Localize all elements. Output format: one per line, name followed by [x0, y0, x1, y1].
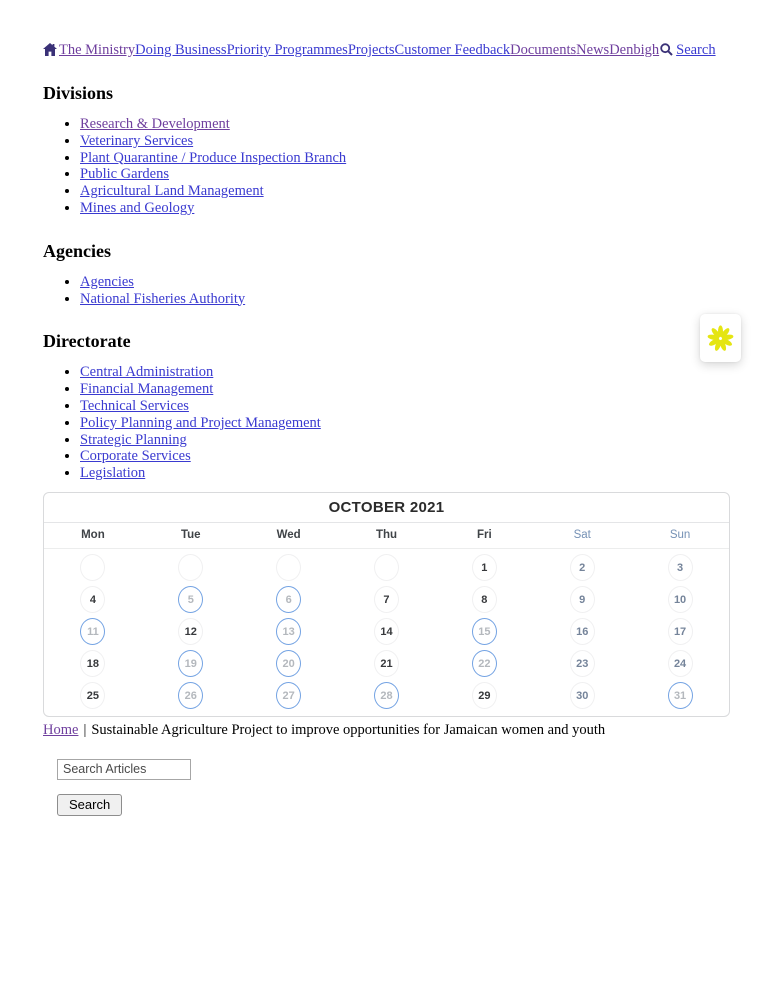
list-item — [80, 381, 730, 398]
link-policy-planning-and-project-management[interactable]: Policy Planning and Project Management — [80, 414, 321, 431]
section-divisions — [43, 83, 730, 217]
calendar-empty-cell — [80, 554, 105, 581]
calendar-day-7: 7 — [374, 586, 399, 613]
list-item — [80, 116, 730, 133]
nav-link-documents[interactable]: Documents — [510, 42, 577, 58]
nav-link-doing-business[interactable]: Doing Business — [135, 42, 227, 58]
link-mines-and-geology[interactable]: Mines and Geology — [80, 199, 195, 216]
calendar-day-30: 30 — [570, 682, 595, 709]
link-corporate-services[interactable]: Corporate Services — [80, 448, 191, 465]
sections — [43, 83, 730, 482]
link-list-divisions — [43, 116, 730, 217]
calendar-day-22[interactable]: 22 — [472, 650, 497, 677]
calendar-cell — [435, 584, 533, 616]
link-list-agencies — [43, 274, 730, 308]
calendar-day-4: 4 — [80, 586, 105, 613]
calendar-cell — [44, 648, 142, 680]
calendar-day-15[interactable]: 15 — [472, 618, 497, 645]
calendar-empty-cell — [178, 554, 203, 581]
link-agricultural-land-management[interactable]: Agricultural Land Management — [80, 183, 264, 200]
calendar-cell — [44, 584, 142, 616]
accessibility-widget[interactable] — [700, 314, 741, 362]
list-item — [80, 183, 730, 200]
section-agencies — [43, 241, 730, 308]
calendar-cell — [435, 552, 533, 584]
calendar-empty-cell — [276, 554, 301, 581]
day-header-sat: Sat — [573, 529, 591, 542]
calendar-day-18: 18 — [80, 650, 105, 677]
section-directorate — [43, 331, 730, 482]
link-list-directorate — [43, 364, 730, 482]
day-header-thu: Thu — [375, 529, 398, 542]
calendar-day-1: 1 — [472, 554, 497, 581]
list-item — [80, 200, 730, 217]
calendar-cell — [338, 616, 436, 648]
calendar-cell — [631, 584, 729, 616]
nav-links — [59, 42, 659, 58]
link-research-development[interactable]: Research & Development — [80, 116, 230, 132]
link-plant-quarantine-produce-inspection-branch[interactable]: Plant Quarantine / Produce Inspection Branch — [80, 149, 347, 166]
list-item — [80, 415, 730, 432]
day-header-tue: Tue — [180, 529, 201, 542]
calendar-day-14: 14 — [374, 618, 399, 645]
list-item — [80, 398, 730, 415]
list-item — [80, 448, 730, 465]
calendar-cell — [631, 552, 729, 584]
calendar-cell — [435, 648, 533, 680]
nav-link-the-ministry[interactable]: The Ministry — [59, 42, 136, 58]
calendar-cell — [240, 552, 338, 584]
calendar-cell — [631, 680, 729, 712]
calendar-cell — [142, 648, 240, 680]
nav-link-customer-feedback[interactable]: Customer Feedback — [394, 42, 511, 58]
link-strategic-planning[interactable]: Strategic Planning — [80, 431, 187, 448]
link-national-fisheries-authority[interactable]: National Fisheries Authority — [80, 290, 246, 307]
calendar-day-21: 21 — [374, 650, 399, 677]
breadcrumb-text: Sustainable Agriculture Project to improve opportunities for Jamaican women and youth — [91, 721, 606, 738]
home-link[interactable]: Home — [43, 721, 79, 738]
calendar-cell — [533, 552, 631, 584]
article-search-button[interactable]: Search — [57, 794, 122, 816]
section-title-directorate: Directorate — [43, 331, 131, 352]
article-search-input[interactable] — [57, 759, 191, 780]
calendar-cell — [240, 648, 338, 680]
link-legislation[interactable]: Legislation — [80, 465, 146, 482]
calendar-cell — [240, 680, 338, 712]
calendar-day-9: 9 — [570, 586, 595, 613]
nav-link-projects[interactable]: Projects — [347, 42, 395, 58]
link-agencies[interactable]: Agencies — [80, 273, 134, 290]
calendar-day-2: 2 — [570, 554, 595, 581]
calendar-day-19[interactable]: 19 — [178, 650, 203, 677]
calendar-cell — [338, 584, 436, 616]
calendar-day-3: 3 — [668, 554, 693, 581]
calendar-day-11[interactable]: 11 — [80, 618, 105, 645]
home-icon[interactable] — [43, 43, 57, 61]
calendar-cell — [44, 680, 142, 712]
calendar-title: OCTOBER 2021 — [44, 493, 729, 523]
calendar-day-28[interactable]: 28 — [374, 682, 399, 709]
breadcrumb-separator: | — [83, 721, 87, 738]
calendar-day-12: 12 — [178, 618, 203, 645]
nav-search-link[interactable]: Search — [676, 42, 716, 58]
list-item — [80, 150, 730, 167]
top-nav — [43, 42, 730, 61]
events-calendar — [43, 492, 730, 717]
calendar-day-24: 24 — [668, 650, 693, 677]
list-item — [80, 432, 730, 449]
nav-link-news[interactable]: News — [576, 42, 610, 58]
calendar-day-16: 16 — [570, 618, 595, 645]
calendar-grid — [44, 549, 729, 716]
calendar-day-10: 10 — [668, 586, 693, 613]
calendar-day-23: 23 — [570, 650, 595, 677]
link-financial-management[interactable]: Financial Management — [80, 381, 214, 398]
calendar-day-headers — [44, 523, 729, 549]
calendar-cell — [142, 584, 240, 616]
calendar-cell — [142, 552, 240, 584]
link-central-administration[interactable]: Central Administration — [80, 364, 214, 381]
breadcrumb — [43, 722, 730, 739]
calendar-day-13[interactable]: 13 — [276, 618, 301, 645]
article-search-form — [57, 759, 730, 816]
calendar-day-5[interactable]: 5 — [178, 586, 203, 613]
calendar-cell — [338, 648, 436, 680]
calendar-day-25: 25 — [80, 682, 105, 709]
calendar-day-20[interactable]: 20 — [276, 650, 301, 677]
calendar-cell — [533, 616, 631, 648]
main-content — [0, 42, 773, 816]
calendar-cell — [338, 552, 436, 584]
calendar-cell — [533, 648, 631, 680]
list-item — [80, 291, 730, 308]
list-item — [80, 465, 730, 482]
calendar-cell — [435, 616, 533, 648]
calendar-cell — [435, 680, 533, 712]
link-public-gardens[interactable]: Public Gardens — [80, 166, 169, 183]
calendar-cell — [142, 616, 240, 648]
link-veterinary-services[interactable]: Veterinary Services — [80, 132, 194, 149]
calendar-day-6[interactable]: 6 — [276, 586, 301, 613]
calendar-day-8: 8 — [472, 586, 497, 613]
calendar-cell — [631, 648, 729, 680]
calendar-day-29: 29 — [472, 682, 497, 709]
calendar-cell — [533, 680, 631, 712]
day-header-sun: Sun — [669, 529, 691, 542]
nav-link-priority-programmes[interactable]: Priority Programmes — [226, 42, 348, 58]
asterisk-icon — [707, 325, 734, 352]
calendar-cell — [533, 584, 631, 616]
calendar-day-27[interactable]: 27 — [276, 682, 301, 709]
calendar-day-17: 17 — [668, 618, 693, 645]
day-header-fri: Fri — [477, 529, 492, 542]
calendar-cell — [142, 680, 240, 712]
list-item — [80, 166, 730, 183]
calendar-cell — [240, 616, 338, 648]
section-title-agencies: Agencies — [43, 240, 111, 261]
section-title-divisions: Divisions — [43, 83, 114, 103]
calendar-cell — [44, 552, 142, 584]
calendar-day-31[interactable]: 31 — [668, 682, 693, 709]
calendar-empty-cell — [374, 554, 399, 581]
calendar-cell — [338, 680, 436, 712]
list-item — [80, 133, 730, 150]
list-item — [80, 274, 730, 291]
calendar-cell — [631, 616, 729, 648]
calendar-cell — [240, 584, 338, 616]
day-header-wed: Wed — [276, 529, 301, 542]
list-item — [80, 364, 730, 381]
calendar-day-26[interactable]: 26 — [178, 682, 203, 709]
calendar-cell — [44, 616, 142, 648]
search-icon[interactable] — [660, 43, 673, 61]
nav-link-denbigh[interactable]: Denbigh — [609, 42, 660, 58]
day-header-mon: Mon — [81, 529, 105, 542]
link-technical-services[interactable]: Technical Services — [80, 397, 189, 414]
